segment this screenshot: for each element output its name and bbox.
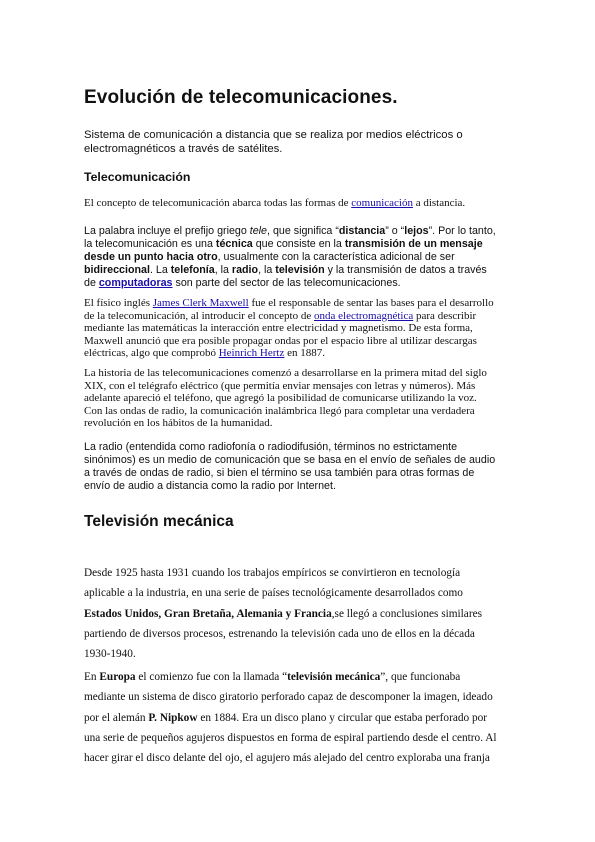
- paragraph-desde-1925: [84, 563, 498, 664]
- paragraph-historia: [84, 367, 496, 430]
- intro-paragraph: [84, 128, 496, 156]
- text-run: en 1887.: [284, 347, 326, 359]
- term-distancia: distancia: [338, 225, 386, 237]
- text-run: ,se llegó a conclusiones similares partiendo de diversos procesos, estrenando la televisión cada uno de ellos en la década 1930-1940.: [84, 607, 482, 661]
- text-run: ”. Por lo tanto, la telecomunicación es una: [84, 225, 496, 250]
- text-run: ” o “: [385, 225, 405, 237]
- link-onda-electromagnetica[interactable]: onda electromagnética: [314, 309, 414, 322]
- term-transmision: transmisión de un mensaje desde un punto hacia otro: [84, 237, 483, 263]
- text-run: el comienzo fue con la llamada “: [135, 671, 288, 683]
- term-television-mecanica: televisión mecánica: [287, 671, 381, 683]
- paragraph-concepto: [84, 197, 496, 210]
- intro-text: Sistema de comunicación a distancia que se realiza por medios eléctricos o electromagnéticos a través de satélites.: [84, 129, 463, 155]
- text-run: y la transmisión de datos a través de: [84, 263, 487, 289]
- link-comunicacion[interactable]: comunicación: [351, 197, 413, 209]
- paragraph-radio: [84, 441, 496, 493]
- text-run: Desde 1925 hasta 1931 cuando los trabajos empíricos se convirtieron en tecnología aplicable a la industria, en una serie de países tecnológicamente desarrollados como: [84, 567, 463, 600]
- paragraph-maxwell: [84, 297, 496, 360]
- text-run: El concepto de telecomunicación abarca todas las formas de: [84, 197, 352, 209]
- text-run: a distancia.: [412, 197, 466, 209]
- text-run: . La: [149, 263, 171, 276]
- page-title: Evolución de telecomunicaciones.: [84, 87, 398, 108]
- term-lejos: lejos: [404, 225, 429, 237]
- link-james-clerk-maxwell[interactable]: James Clerk Maxwell: [152, 297, 249, 309]
- term-bidireccional: bidireccional: [84, 263, 150, 276]
- text-run: fue el responsable de sentar las bases para el desarrollo de la telecomunicación, al introducir el concepto de: [84, 297, 494, 322]
- text-run: , que significa “: [267, 225, 339, 237]
- text-run: que consiste en la: [252, 237, 345, 250]
- text-run: ”, que funcionaba mediante un sistema de disco giratorio perforado capaz de descomponer la imagen, ideado por el alemán: [84, 671, 493, 724]
- text-run: en 1884. Era un disco plano y circular que estaba perforado por una serie de pequeños agujeros dispuestos en forma de espiral partiendo desde el centro. Al hacer girar el disco delante del ojo, el agujero más alejado del centro exploraba una franja: [84, 711, 497, 765]
- text-run: , la: [258, 263, 276, 276]
- text-run: , la: [214, 263, 232, 276]
- term-radio: radio: [231, 263, 259, 276]
- term-tecnica: técnica: [215, 237, 253, 250]
- term-telefonia: telefonía: [170, 263, 215, 276]
- paragraph-palabra: [84, 225, 496, 290]
- text-run: son parte del sector de las telecomunicaciones.: [172, 276, 401, 289]
- link-computadoras[interactable]: computadoras: [98, 276, 173, 289]
- term-tele: tele: [249, 225, 267, 237]
- section-heading-television-mecanica: Televisión mecánica: [84, 513, 234, 530]
- text-run: para describir mediante las matemáticas la interacción entre electricidad y magnetismo. De esta forma, Maxwell anunció que era posible propagar ondas por el espacio libre al utilizar descargas eléctricas, algo que comprobó: [84, 309, 477, 359]
- text-run: El físico inglés: [84, 297, 153, 309]
- term-television: televisión: [275, 263, 325, 276]
- radio-text: La radio (entendida como radiofonía o radiodifusión, términos no estrictamente sinónimos) es un medio de comunicación que se basa en el envío de señales de audio a través de ondas de radio, si bien el término se usa también para otras formas de envío de audio a distancia como la radio por Internet.: [84, 441, 496, 492]
- paragraph-europa: [84, 667, 498, 768]
- term-nipkow: P. Nipkow: [148, 711, 198, 724]
- historia-text: La historia de las telecomunicaciones comenzó a desarrollarse en la primera mitad del siglo XIX, con el telégrafo eléctrico (que permitía enviar mensajes con letras y números). Más adelante apareció el teléfono, que agregó la posibilidad de comunicarse utilizando la voz. Con las ondas de radio, la comunicación inalámbrica llegó para completar una verdadera revolución en los hábitos de la humanidad.: [84, 367, 487, 429]
- text-run: En: [84, 671, 100, 683]
- text-run: , usualmente con la característica adicional de ser: [217, 250, 455, 263]
- link-heinrich-hertz[interactable]: Heinrich Hertz: [218, 347, 285, 359]
- text-run: La palabra incluye el prefijo griego: [84, 225, 250, 237]
- term-europa: Europa: [99, 671, 136, 683]
- section-heading-telecomunicacion: Telecomunicación: [84, 170, 191, 184]
- term-paises: Estados Unidos, Gran Bretaña, Alemania y Francia: [84, 607, 332, 620]
